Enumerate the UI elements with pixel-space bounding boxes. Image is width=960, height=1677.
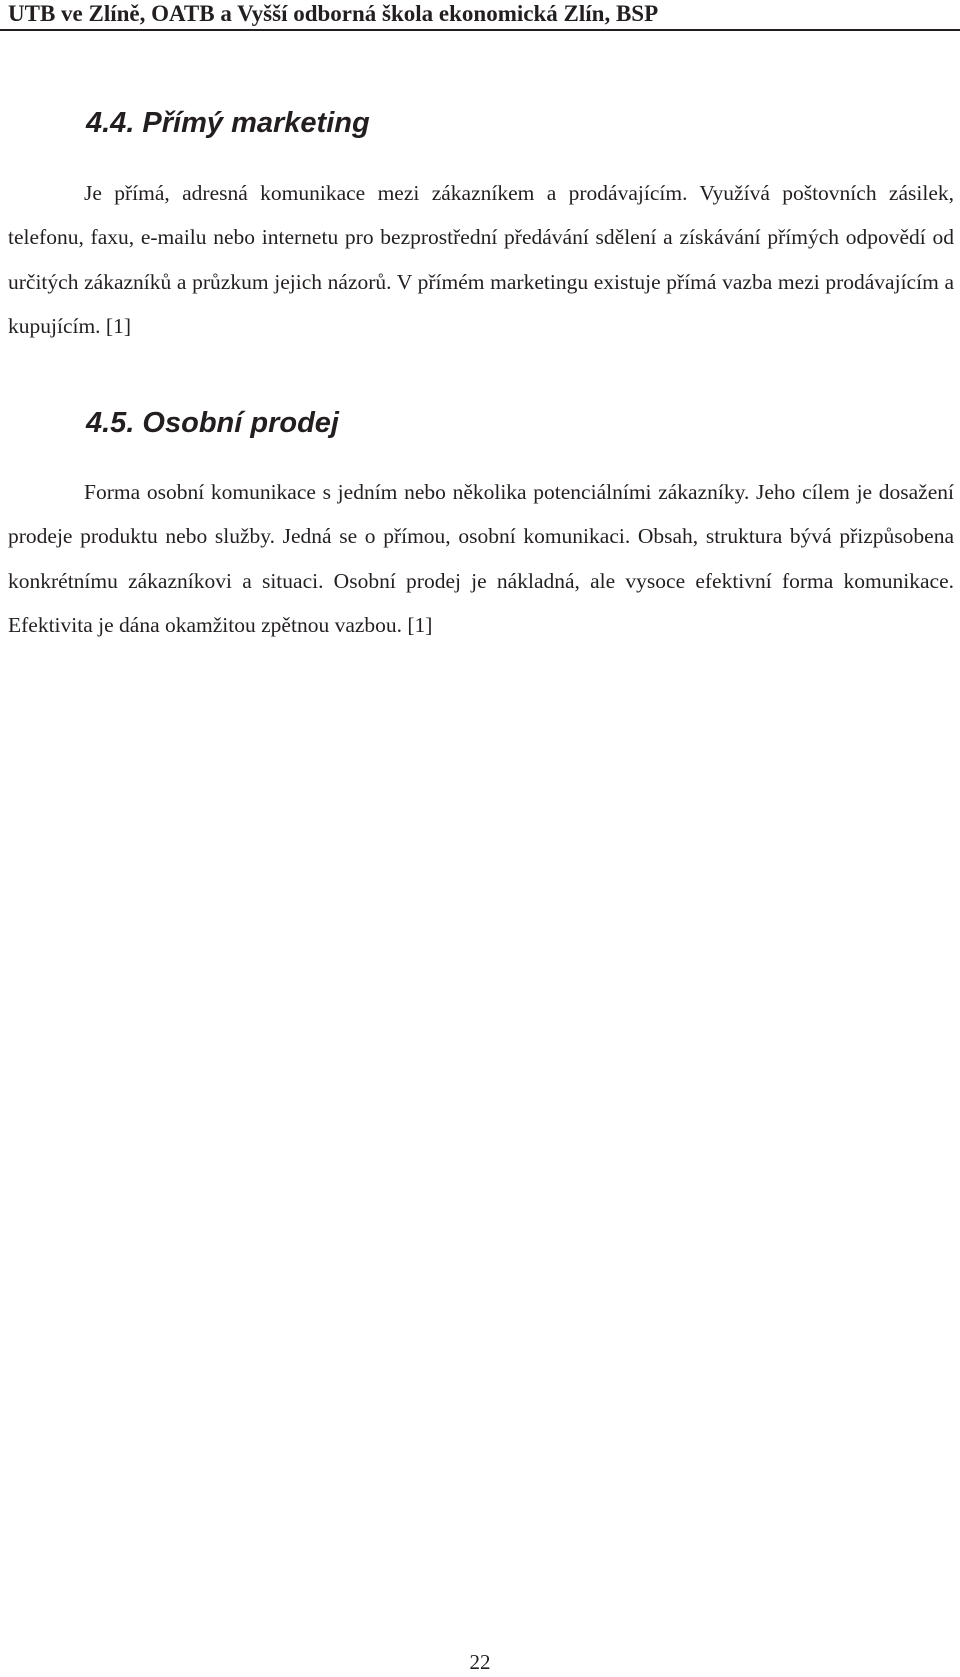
page-number: 22: [469, 1650, 491, 1674]
paragraph-personal-selling: Forma osobní komunikace s jedním nebo několika potenciálními zákazníky. Jeho cílem je dosažení prodeje produktu nebo služby. Jedná se o přímou, osobní komunikaci. Obsah, struktura bývá přizpůsobena konkrétnímu zákazníkovi a situaci. Osobní prodej je nákladná, ale vysoce efektivní forma komunikace. Efektivita je dána okamžitou zpětnou vazbou. [1]: [8, 480, 954, 638]
section-heading-personal-selling: 4.5. Osobní prodej: [86, 407, 339, 439]
header-rule: [0, 29, 960, 31]
section-heading-direct-marketing: 4.4. Přímý marketing: [86, 107, 370, 139]
paragraph-direct-marketing: Je přímá, adresná komunikace mezi zákazníkem a prodávajícím. Využívá poštovních zásilek, telefonu, faxu, e-mailu nebo internetu pro bezprostřední předávání sdělení a získávání přímých odpovědí od určitých zákazníků a průzkum jejich názorů. V přímém marketingu existuje přímá vazba mezi prodávajícím a kupujícím. [1]: [8, 181, 954, 339]
running-header: UTB ve Zlíně, OATB a Vyšší odborná škola ekonomická Zlín, BSP: [8, 1, 659, 26]
